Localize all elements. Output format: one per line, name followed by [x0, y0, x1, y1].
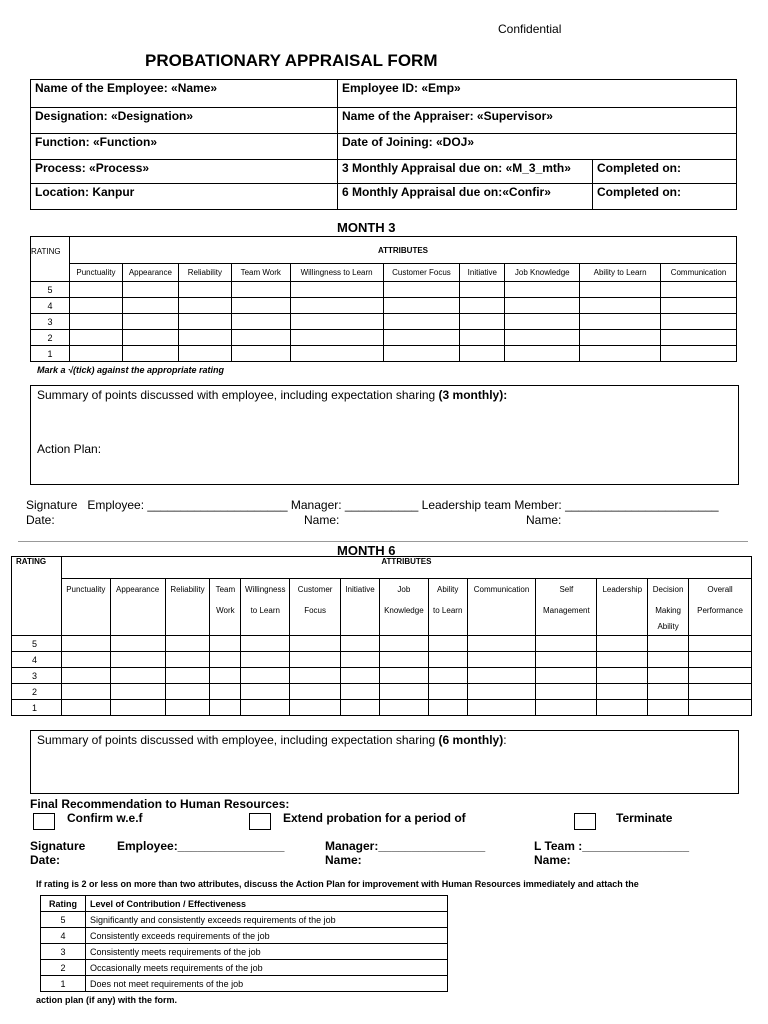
m6-rating-cell[interactable] — [110, 636, 165, 652]
rating-instruction-end: action plan (if any) with the form. — [36, 995, 178, 1005]
m3-rating-cell[interactable] — [383, 330, 460, 346]
m6-rating-cell[interactable] — [597, 684, 648, 700]
m6-col-header — [536, 579, 597, 636]
m3-rating-cell[interactable] — [660, 282, 736, 298]
m6-summary-label: Summary of points discussed with employee, including expectation sharing (6 monthly): — [37, 733, 507, 747]
month-3-title: MONTH 3 — [337, 220, 396, 235]
rating-instruction: If rating is 2 or less on more than two attributes, discuss the Action Plan for improvement with Human Resources immediately and attach the — [36, 879, 639, 889]
m6-col-header-line: Ability — [657, 622, 679, 631]
m3-rating-value: 5 — [31, 282, 70, 298]
m3-rating-cell[interactable] — [178, 282, 231, 298]
m6-rating-cell[interactable] — [165, 652, 210, 668]
m6-col-header-line: to Learn — [250, 606, 280, 615]
m6-rating-cell[interactable] — [61, 636, 110, 652]
m3-rating-cell[interactable] — [178, 298, 231, 314]
m3-rating-cell[interactable] — [460, 314, 505, 330]
m6-rating-cell[interactable] — [210, 684, 241, 700]
m6-rating-cell[interactable] — [110, 700, 165, 716]
m6-rating-cell[interactable] — [341, 668, 380, 684]
legend-description: Significantly and consistently exceeds requirements of the job — [86, 912, 448, 928]
m6-col-header — [428, 579, 467, 636]
m6-rating-header: RATING — [12, 557, 62, 636]
m6-rating-cell[interactable] — [290, 636, 341, 652]
m3-rating-value: 4 — [31, 298, 70, 314]
m3-rating-cell[interactable] — [383, 298, 460, 314]
m3-col-header: Customer Focus — [383, 264, 460, 282]
completed-on-1: Completed on: — [593, 160, 737, 184]
legend-rating: 3 — [41, 944, 86, 960]
employee-id-field: Employee ID: «Emp» — [338, 80, 737, 108]
m6-rating-cell[interactable] — [597, 636, 648, 652]
signature-line-1: Signature Employee: _____________________ Manager: ___________ Leadership team Member: _______________________ — [26, 498, 719, 512]
m3-action-plan-label: Action Plan: — [37, 442, 102, 456]
m6-col-header — [689, 579, 752, 636]
m3-rating-cell[interactable] — [231, 346, 290, 362]
m6-rating-cell[interactable] — [210, 700, 241, 716]
m6-due-field: 6 Monthly Appraisal due on:«Confir» — [338, 184, 593, 210]
m3-rating-cell[interactable] — [505, 314, 580, 330]
m6-rating-cell[interactable] — [110, 668, 165, 684]
m3-rating-cell[interactable] — [505, 330, 580, 346]
m6-col-header-line: to Learn — [433, 606, 463, 615]
legend-row — [41, 976, 448, 992]
m6-col-header — [165, 579, 210, 636]
m3-rating-cell[interactable] — [505, 298, 580, 314]
m6-rating-cell[interactable] — [165, 684, 210, 700]
m6-rating-cell[interactable] — [648, 700, 689, 716]
m6-col-header — [110, 579, 165, 636]
m3-rating-value: 3 — [31, 314, 70, 330]
m6-rating-cell[interactable] — [290, 684, 341, 700]
m3-rating-cell[interactable] — [122, 346, 178, 362]
m6-rating-cell[interactable] — [428, 636, 467, 652]
m6-rating-cell[interactable] — [165, 668, 210, 684]
function-field: Function: «Function» — [31, 134, 338, 160]
m6-col-header-line: Punctuality — [66, 585, 106, 594]
designation-field: Designation: «Designation» — [31, 108, 338, 134]
section-divider — [18, 541, 748, 542]
signature-2-date: Date: — [30, 853, 61, 867]
m6-col-header-line: Job — [397, 585, 411, 594]
m3-rating-cell[interactable] — [290, 346, 383, 362]
m6-rating-cell[interactable] — [536, 668, 597, 684]
m6-rating-cell[interactable] — [648, 684, 689, 700]
m6-col-header-line: Leadership — [602, 585, 643, 594]
legend-header-cell: Rating — [41, 896, 86, 912]
m6-rating-cell[interactable] — [241, 636, 290, 652]
m6-rating-cell[interactable] — [467, 668, 536, 684]
form-title: PROBATIONARY APPRAISAL FORM — [145, 51, 438, 70]
process-field: Process: «Process» — [31, 160, 338, 184]
m6-rating-cell[interactable] — [467, 652, 536, 668]
m6-rating-cell[interactable] — [241, 668, 290, 684]
extend-label: Extend probation for a period of — [283, 811, 466, 825]
m6-rating-cell[interactable] — [536, 684, 597, 700]
rating-legend-table — [40, 895, 448, 992]
m6-rating-value: 4 — [12, 652, 62, 668]
m6-rating-cell[interactable] — [110, 684, 165, 700]
extend-checkbox[interactable] — [249, 813, 271, 830]
legend-description: Occasionally meets requirements of the job — [86, 960, 448, 976]
legend-rating: 5 — [41, 912, 86, 928]
month-3-summary-box[interactable] — [30, 385, 739, 485]
location-field: Location: Kanpur — [31, 184, 338, 210]
m6-col-header — [379, 579, 428, 636]
confirm-label: Confirm w.e.f — [67, 811, 143, 825]
m3-rating-cell[interactable] — [231, 298, 290, 314]
employee-name-field: Name of the Employee: «Name» — [31, 80, 338, 108]
m6-rating-cell[interactable] — [428, 668, 467, 684]
signature-2-manager: Manager:________________ — [325, 839, 486, 853]
m3-rating-cell[interactable] — [290, 314, 383, 330]
legend-row — [41, 944, 448, 960]
legend-description: Consistently exceeds requirements of the job — [86, 928, 448, 944]
m3-rating-cell[interactable] — [580, 330, 661, 346]
m3-rating-cell[interactable] — [122, 314, 178, 330]
m3-rating-cell[interactable] — [460, 298, 505, 314]
m6-rating-cell[interactable] — [597, 668, 648, 684]
m6-rating-cell[interactable] — [648, 652, 689, 668]
m6-rating-cell[interactable] — [290, 700, 341, 716]
m3-rating-cell[interactable] — [178, 330, 231, 346]
m6-rating-cell[interactable] — [290, 652, 341, 668]
m3-rating-value: 1 — [31, 346, 70, 362]
m6-rating-cell[interactable] — [597, 700, 648, 716]
month-6-summary-box[interactable] — [30, 730, 739, 794]
m6-col-header-line: Work — [216, 606, 235, 615]
m6-col-header-line: Decision — [652, 585, 684, 594]
m3-rating-cell[interactable] — [69, 330, 122, 346]
legend-header-cell: Level of Contribution / Effectiveness — [86, 896, 448, 912]
signature-1-leader-name: Name: — [526, 513, 562, 527]
signature-1-date: Date: — [26, 513, 55, 527]
m6-col-header-line: Ability — [437, 585, 459, 594]
m3-col-header: Appearance — [122, 264, 178, 282]
m6-col-header-line: Communication — [473, 585, 530, 594]
m6-col-header-line: Knowledge — [384, 606, 424, 615]
m3-col-header: Willingness to Learn — [290, 264, 383, 282]
m3-rating-cell[interactable] — [660, 330, 736, 346]
confidential-label: Confidential — [498, 22, 562, 36]
m6-rating-cell[interactable] — [428, 700, 467, 716]
m3-rating-cell[interactable] — [122, 282, 178, 298]
m6-col-header-line: Focus — [304, 606, 327, 615]
m6-rating-cell[interactable] — [210, 636, 241, 652]
m6-rating-cell[interactable] — [341, 636, 380, 652]
m6-rating-cell[interactable] — [648, 636, 689, 652]
m6-col-header-line: Performance — [697, 606, 743, 615]
m6-rating-cell[interactable] — [536, 652, 597, 668]
m6-rating-cell[interactable] — [210, 668, 241, 684]
month-6-rating-table — [11, 556, 752, 716]
m6-rating-cell[interactable] — [467, 700, 536, 716]
m3-rating-cell[interactable] — [383, 282, 460, 298]
m3-col-header: Team Work — [231, 264, 290, 282]
m3-rating-cell[interactable] — [122, 330, 178, 346]
m6-rating-cell[interactable] — [689, 652, 752, 668]
legend-rating: 1 — [41, 976, 86, 992]
m3-rating-cell[interactable] — [580, 282, 661, 298]
signature-2-employee: Employee:________________ — [117, 839, 285, 853]
terminate-checkbox[interactable] — [574, 813, 596, 830]
m6-rating-cell[interactable] — [241, 700, 290, 716]
m6-col-header — [290, 579, 341, 636]
m6-col-header — [61, 579, 110, 636]
m6-rating-cell[interactable] — [428, 684, 467, 700]
m6-rating-cell[interactable] — [61, 668, 110, 684]
m3-rating-cell[interactable] — [231, 314, 290, 330]
m3-rating-cell[interactable] — [580, 346, 661, 362]
m6-rating-cell[interactable] — [689, 668, 752, 684]
m6-rating-cell[interactable] — [536, 700, 597, 716]
m3-rating-cell[interactable] — [290, 330, 383, 346]
m3-rating-cell[interactable] — [460, 346, 505, 362]
m3-col-header: Initiative — [460, 264, 505, 282]
legend-rating: 2 — [41, 960, 86, 976]
m6-rating-cell[interactable] — [536, 636, 597, 652]
m6-rating-cell[interactable] — [61, 652, 110, 668]
m6-rating-cell[interactable] — [341, 684, 380, 700]
m6-rating-cell[interactable] — [210, 652, 241, 668]
m6-rating-cell[interactable] — [241, 684, 290, 700]
m6-rating-cell[interactable] — [341, 652, 380, 668]
m6-rating-value: 3 — [12, 668, 62, 684]
signature-1-manager-name: Name: — [304, 513, 340, 527]
m3-rating-cell[interactable] — [505, 282, 580, 298]
m6-col-header-line: Initiative — [345, 585, 375, 594]
m6-col-header — [597, 579, 648, 636]
m3-rating-cell[interactable] — [231, 282, 290, 298]
m3-rating-cell[interactable] — [178, 346, 231, 362]
m6-rating-cell[interactable] — [110, 652, 165, 668]
m6-rating-cell[interactable] — [689, 700, 752, 716]
m6-rating-cell[interactable] — [379, 668, 428, 684]
m6-col-header — [241, 579, 290, 636]
m6-col-header-line: Appearance — [116, 585, 160, 594]
m3-summary-label: Summary of points discussed with employee, including expectation sharing (3 monthly): — [37, 388, 508, 402]
m6-col-header — [648, 579, 689, 636]
legend-row — [41, 912, 448, 928]
m6-rating-cell[interactable] — [165, 636, 210, 652]
legend-description: Does not meet requirements of the job — [86, 976, 448, 992]
m3-col-header: Job Knowledge — [505, 264, 580, 282]
m3-due-field: 3 Monthly Appraisal due on: «M_3_mth» — [338, 160, 593, 184]
m6-rating-value: 1 — [12, 700, 62, 716]
m6-rating-cell[interactable] — [165, 700, 210, 716]
m6-col-header-line: Willingness — [245, 585, 286, 594]
m6-rating-cell[interactable] — [61, 700, 110, 716]
month-3-rating-table — [30, 236, 737, 362]
m3-rating-cell[interactable] — [69, 314, 122, 330]
m3-rating-cell[interactable] — [383, 314, 460, 330]
m3-rating-cell[interactable] — [178, 314, 231, 330]
m3-rating-cell[interactable] — [580, 298, 661, 314]
m6-rating-cell[interactable] — [467, 684, 536, 700]
confirm-checkbox[interactable] — [33, 813, 55, 830]
m3-col-header: Reliability — [178, 264, 231, 282]
m3-rating-cell[interactable] — [69, 298, 122, 314]
m6-col-header-line: Making — [655, 606, 682, 615]
m6-rating-value: 2 — [12, 684, 62, 700]
m6-rating-cell[interactable] — [689, 636, 752, 652]
m6-rating-cell[interactable] — [428, 652, 467, 668]
signature-2-label: Signature — [30, 839, 86, 853]
m6-rating-cell[interactable] — [379, 700, 428, 716]
month-6-title: MONTH 6 — [337, 543, 396, 558]
m3-col-header: Ability to Learn — [580, 264, 661, 282]
signature-2-lteam: L Team :________________ — [534, 839, 690, 853]
m3-rating-header: RATING — [31, 237, 70, 282]
m3-rating-cell[interactable] — [660, 298, 736, 314]
m6-rating-cell[interactable] — [379, 684, 428, 700]
m3-rating-cell[interactable] — [505, 346, 580, 362]
m6-rating-cell[interactable] — [689, 684, 752, 700]
m6-col-header-line: Management — [543, 606, 590, 615]
completed-on-2: Completed on: — [593, 184, 737, 210]
m3-rating-cell[interactable] — [231, 330, 290, 346]
m3-rating-cell[interactable] — [660, 346, 736, 362]
m6-col-header-line: Self — [559, 585, 574, 594]
m6-col-header-line: Overall — [707, 585, 733, 594]
m6-col-header — [341, 579, 380, 636]
m6-rating-cell[interactable] — [379, 652, 428, 668]
legend-row — [41, 960, 448, 976]
m6-col-header-line: Team — [215, 585, 236, 594]
m6-rating-cell[interactable] — [467, 636, 536, 652]
m6-rating-cell[interactable] — [341, 700, 380, 716]
m6-rating-cell[interactable] — [61, 684, 110, 700]
m3-col-header: Communication — [660, 264, 736, 282]
m6-rating-value: 5 — [12, 636, 62, 652]
legend-row — [41, 928, 448, 944]
m3-rating-value: 2 — [31, 330, 70, 346]
m6-rating-cell[interactable] — [379, 636, 428, 652]
final-recommendation-heading: Final Recommendation to Human Resources: — [30, 797, 290, 811]
m6-rating-cell[interactable] — [597, 652, 648, 668]
m3-rating-cell[interactable] — [383, 346, 460, 362]
m6-rating-cell[interactable] — [648, 668, 689, 684]
legend-description: Consistently meets requirements of the job — [86, 944, 448, 960]
m6-rating-cell[interactable] — [290, 668, 341, 684]
m3-rating-cell[interactable] — [69, 282, 122, 298]
appraiser-field: Name of the Appraiser: «Supervisor» — [338, 108, 737, 134]
m3-rating-cell[interactable] — [290, 298, 383, 314]
m3-rating-cell[interactable] — [580, 314, 661, 330]
terminate-label: Terminate — [616, 811, 673, 825]
m6-col-header — [210, 579, 241, 636]
m3-rating-cell[interactable] — [69, 346, 122, 362]
signature-2-manager-name: Name: — [325, 853, 362, 867]
legend-rating: 4 — [41, 928, 86, 944]
doj-field: Date of Joining: «DOJ» — [338, 134, 737, 160]
employee-info-table — [30, 79, 737, 210]
m6-rating-cell[interactable] — [241, 652, 290, 668]
m3-rating-cell[interactable] — [660, 314, 736, 330]
m6-col-header-line: Reliability — [170, 585, 205, 594]
m3-rating-cell[interactable] — [460, 330, 505, 346]
tick-instruction: Mark a √(tick) against the appropriate rating — [37, 365, 224, 375]
m6-col-header — [467, 579, 536, 636]
m6-col-header-line: Customer — [297, 585, 333, 594]
m3-rating-cell[interactable] — [460, 282, 505, 298]
m3-attributes-header: ATTRIBUTES — [69, 237, 736, 264]
m3-rating-cell[interactable] — [122, 298, 178, 314]
m3-col-header: Punctuality — [69, 264, 122, 282]
signature-2-lteam-name: Name: — [534, 853, 571, 867]
m6-attributes-header: ATTRIBUTES — [61, 557, 751, 579]
m3-rating-cell[interactable] — [290, 282, 383, 298]
